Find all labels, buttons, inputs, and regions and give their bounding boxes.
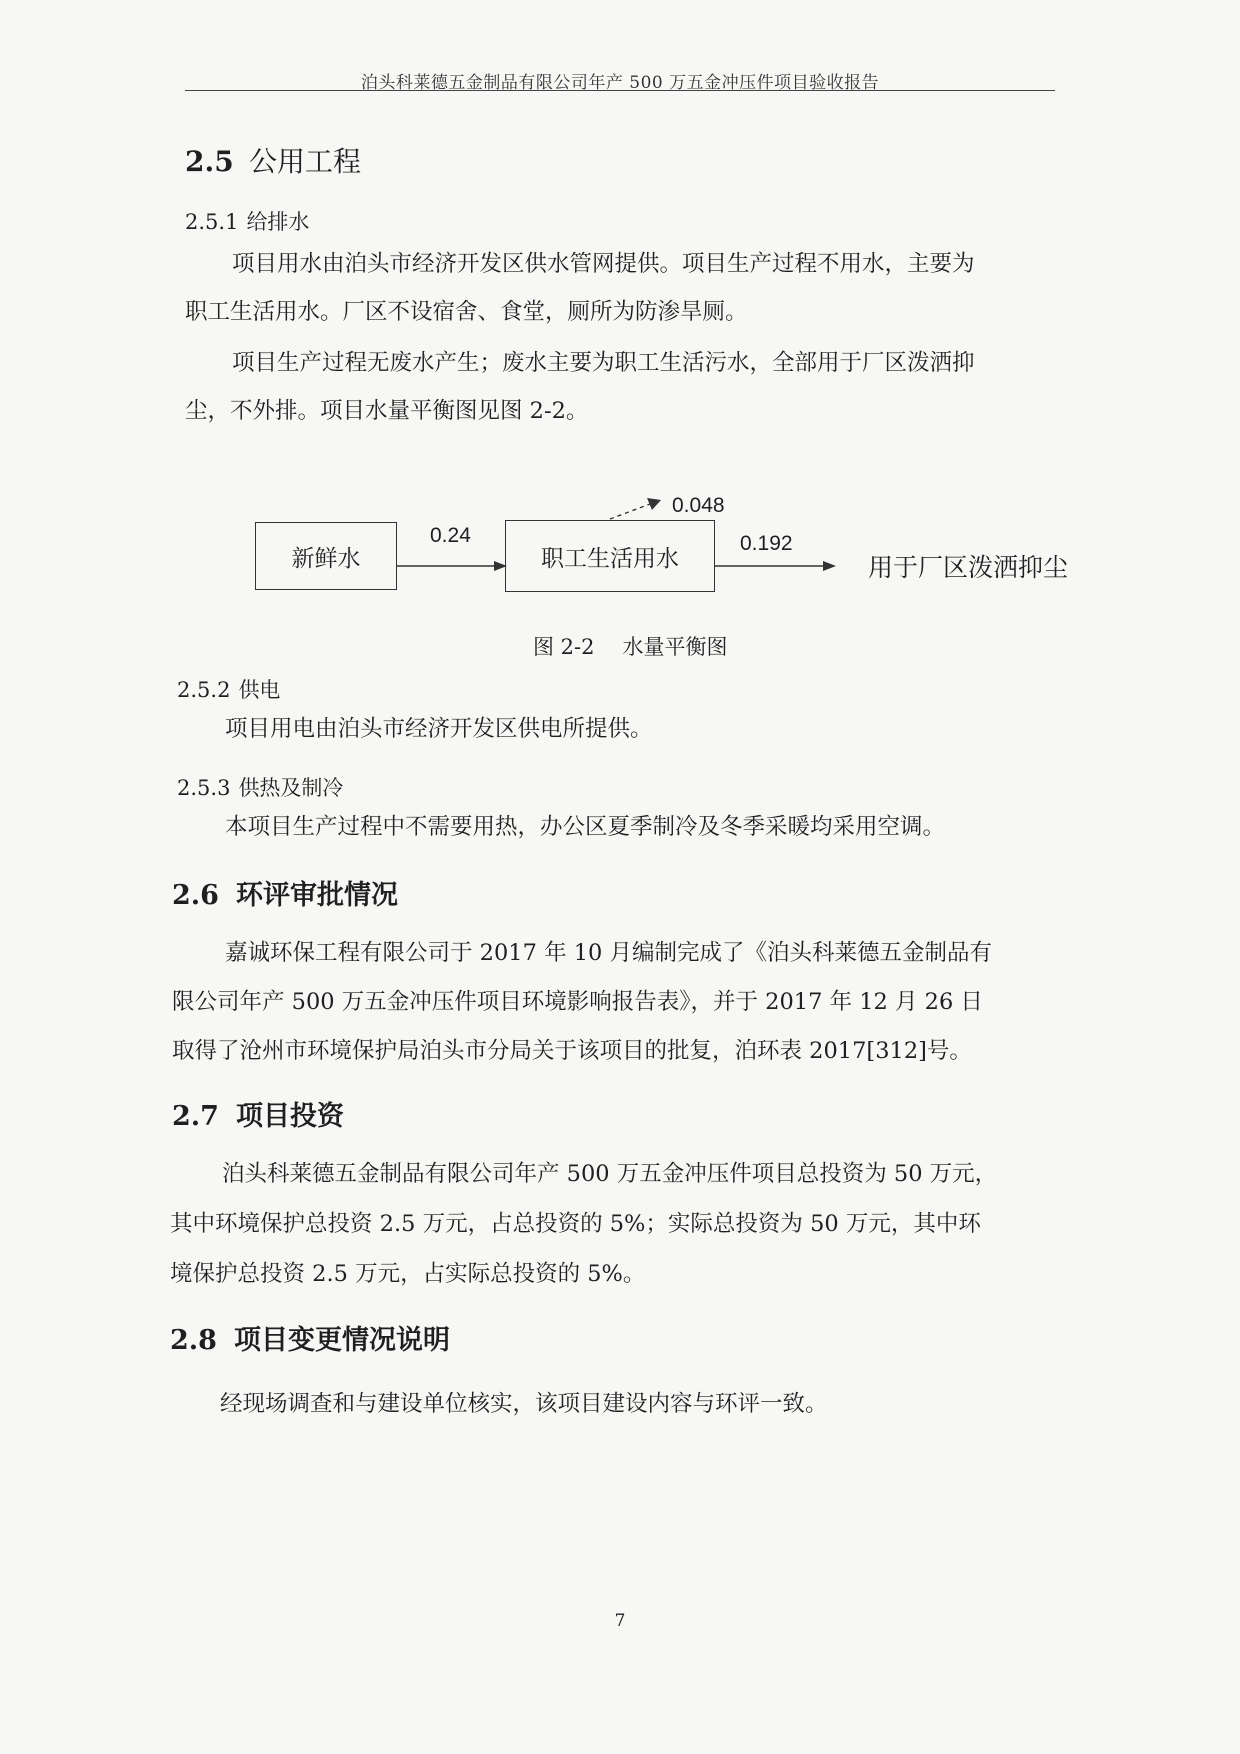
section-number: 2.5.1: [185, 210, 239, 234]
section-title: 项目投资: [236, 1101, 344, 1132]
section-number: 2.6: [172, 880, 219, 911]
node-fresh-water: 新鲜水: [255, 522, 397, 590]
paragraph-line: 境保护总投资 2.5 万元，占实际总投资的 5%。: [170, 1261, 646, 1287]
section-title: 项目变更情况说明: [234, 1325, 450, 1356]
figure-title: 水量平衡图: [622, 635, 728, 659]
node-destination: 用于厂区泼洒抑尘: [868, 553, 1069, 582]
figure-number: 图 2-2: [533, 635, 595, 659]
paragraph-line: 限公司年产 500 万五金冲压件项目环境影响报告表》，并于 2017 年 12 月 26 日: [172, 989, 983, 1015]
paragraph-line: 项目用电由泊头市经济开发区供电所提供。: [225, 716, 653, 742]
section-2-5-2-heading: [177, 674, 280, 704]
section-title: 环评审批情况: [236, 880, 398, 911]
section-number: 2.5.2: [177, 678, 231, 702]
section-2-8-heading: [170, 1318, 450, 1357]
paragraph-line: 项目生产过程无废水产生；废水主要为职工生活污水，全部用于厂区泼洒抑: [232, 350, 975, 376]
paragraph-line: 泊头科莱德五金制品有限公司年产 500 万五金冲压件项目总投资为 50 万元，: [222, 1161, 998, 1187]
arrowhead-fresh-to-use: [494, 561, 507, 571]
section-title: 给排水: [246, 210, 310, 234]
figure-caption: [533, 631, 728, 661]
node-staff-water-use: 职工生活用水: [505, 520, 715, 592]
arrow-loss: [610, 504, 650, 519]
section-2-6-heading: [172, 873, 398, 912]
flow-label-loss: 0.048: [672, 494, 725, 517]
paragraph-line: 职工生活用水。厂区不设宿舍、食堂，厕所为防渗旱厕。: [185, 299, 748, 325]
paragraph-line: 嘉诚环保工程有限公司于 2017 年 10 月编制完成了《泊头科莱德五金制品有: [225, 940, 993, 966]
section-title: 公用工程: [249, 145, 362, 178]
section-2-5-3-heading: [177, 772, 343, 802]
paragraph-line: 其中环境保护总投资 2.5 万元，占总投资的 5%；实际总投资为 50 万元，其中环: [170, 1211, 981, 1237]
paragraph-line: 项目用水由泊头市经济开发区供水管网提供。项目生产过程不用水，主要为: [232, 251, 975, 277]
section-number: 2.5.3: [177, 776, 231, 800]
section-number: 2.8: [170, 1325, 217, 1356]
flow-label-in: 0.24: [430, 524, 471, 547]
section-2-7-heading: [172, 1094, 344, 1133]
flow-label-out: 0.192: [740, 532, 793, 555]
diagram-arrows: [0, 0, 1240, 700]
arrowhead-use-to-dest: [823, 561, 836, 571]
page-number: 7: [614, 1611, 626, 1631]
paragraph-line: 经现场调查和与建设单位核实，该项目建设内容与环评一致。: [220, 1391, 828, 1417]
section-title: 供电: [238, 678, 281, 702]
paragraph-line: 取得了沧州市环境保护局泊头市分局关于该项目的批复，泊环表 2017[312]号。: [172, 1038, 972, 1064]
running-header: 泊头科莱德五金制品有限公司年产 500 万五金冲压件项目验收报告: [360, 73, 880, 93]
section-number: 2.5: [185, 145, 234, 178]
paragraph-line: 本项目生产过程中不需要用热，办公区夏季制冷及冬季采暖均采用空调。: [225, 814, 946, 840]
section-number: 2.7: [172, 1101, 219, 1132]
paragraph-line: 尘，不外排。项目水量平衡图见图 2-2。: [185, 398, 589, 424]
section-title: 供热及制冷: [238, 776, 344, 800]
